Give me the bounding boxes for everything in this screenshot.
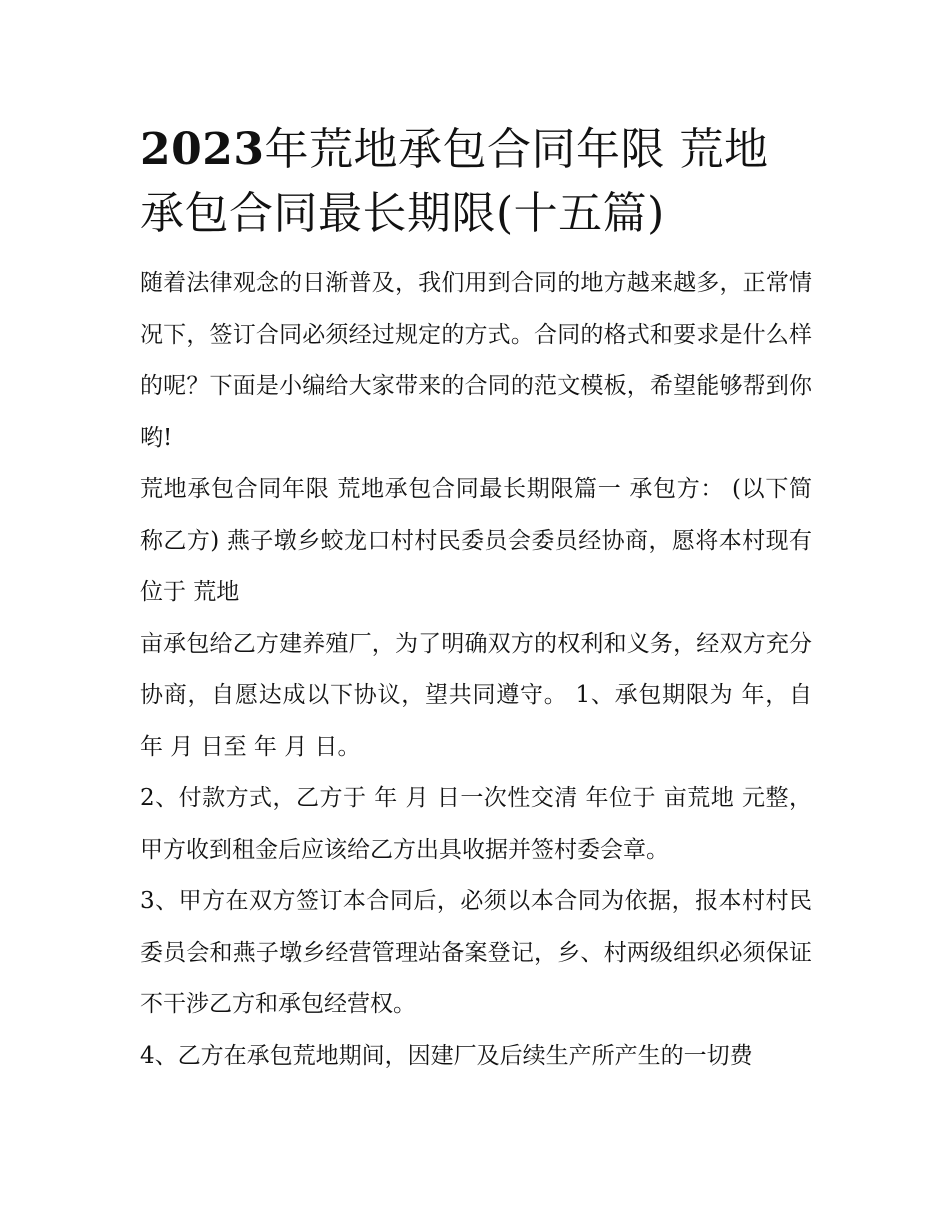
paragraph-costs: 4、乙方在承包荒地期间，因建厂及后续生产所产生的一切费 (140, 1042, 753, 1069)
paragraph-payment: 2、付款方式，乙方于 年 月 日一次性交清 年位于 亩荒地 元整，甲方收到租金后应该给乙方出具收据并签村委会章。 (140, 785, 812, 863)
paragraph-contract-parties: 荒地承包合同年限 荒地承包合同最长期限篇一 承包方： (以下简称乙方) 燕子墩乡蛟龙口村村民委员会委员经协商，愿将本村现有位于 荒地 (140, 476, 813, 605)
paragraph-registration: 3、甲方在双方签订本合同后，必须以本合同为依据，报本村村民委员会和燕子墩乡经营管理站备案登记，乡、村两级组织必须保证不干涉乙方和承包经营权。 (140, 888, 812, 1017)
paragraph-intro: 随着法律观念的日渐普及，我们用到合同的地方越来越多，正常情况下，签订合同必须经过规定的方式。合同的格式和要求是什么样的呢？下面是小编给大家带来的合同的范文模板，希望能够帮到你哟! (140, 270, 812, 451)
title-text: 年荒地承包合同年限 荒地承包合同最长期限(十五篇) (140, 124, 769, 239)
document-title (140, 118, 812, 246)
document-body (140, 258, 812, 1082)
document-page (140, 118, 812, 1082)
title-year: 2023 (140, 124, 265, 175)
paragraph-term: 亩承包给乙方建养殖厂，为了明确双方的权利和义务，经双方充分协商，自愿达成以下协议，望共同遵守。 1、承包期限为 年，自 年 月 日至 年 月 日。 (140, 630, 812, 760)
